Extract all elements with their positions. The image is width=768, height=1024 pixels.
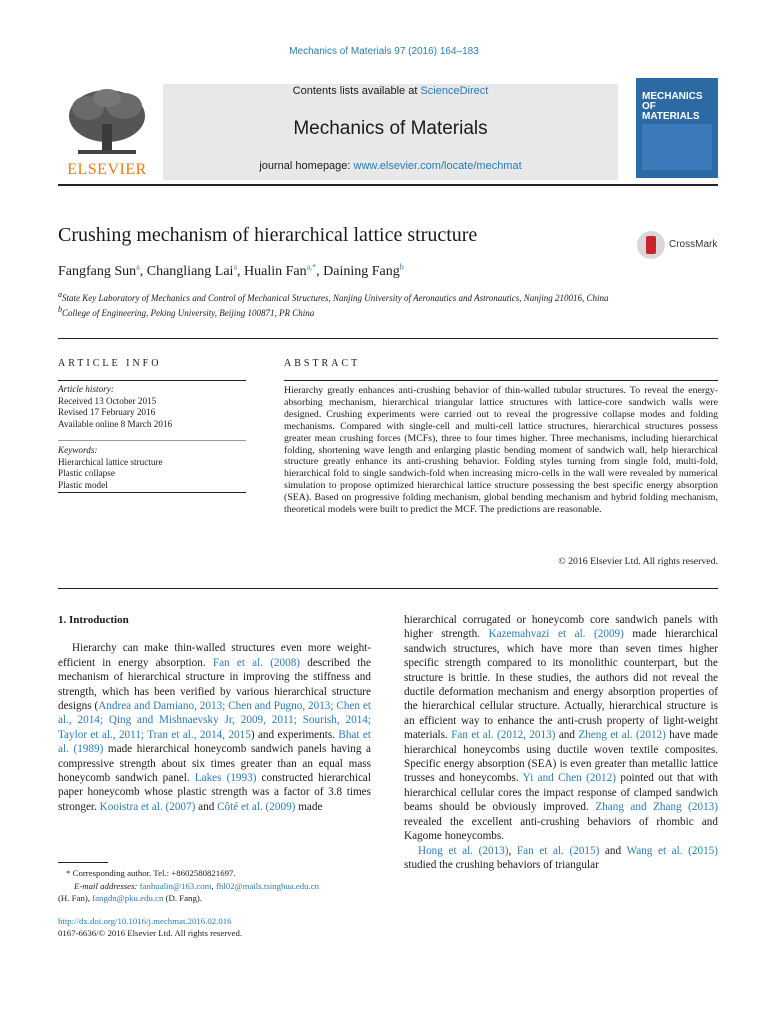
- divider: [284, 380, 718, 381]
- citation-link[interactable]: Fan et al. (2008): [212, 656, 301, 669]
- doi-block: [58, 915, 371, 939]
- journal-name: Mechanics of Materials: [293, 118, 488, 139]
- cover-panel: [642, 124, 712, 170]
- email-link[interactable]: fangdn@pku.edu.cn: [92, 893, 164, 903]
- issn-line: 0167-6636/© 2016 Elsevier Ltd. All rights reserved.: [58, 928, 243, 938]
- body-text: pointed out that with hierarchical cellular cores the impact response of clamped sandwich beams should be obviously improved.: [404, 772, 718, 814]
- body-text: made hierarchical sandwich structures, which have more than seven times higher specific strength compared to its monolithic counterpart, but the structure is brittle. In these studies, the authors did not reveal the ductile deformation mechanism and energy absorption properties of the hierarchical cellular structure. Actually, hierarchical structure is an efficient way to enhance the anti-crush property of light-weight materials.: [404, 628, 718, 742]
- keyword: Hierarchical lattice structure: [58, 456, 163, 467]
- keywords: [58, 445, 246, 491]
- email-line: (H. Fan), fangdn@pku.edu.cn (D. Fang).: [58, 893, 202, 903]
- abstract-heading: ABSTRACT: [284, 358, 361, 369]
- cover-title-line: OF: [642, 101, 656, 112]
- cover-title: [642, 92, 703, 122]
- paragraph: [404, 613, 718, 844]
- sciencedirect-link[interactable]: ScienceDirect: [420, 85, 489, 97]
- author: Changliang Lai$^a$,: [146, 262, 244, 279]
- email-link[interactable]: fanhualin@163.com: [139, 880, 212, 891]
- body-text: and: [555, 729, 579, 742]
- doi-link[interactable]: http://dx.doi.org/10.1016/j.mechmat.2016.02.016: [58, 916, 232, 926]
- author: Hualin Fan$^{a,*}$,: [244, 262, 324, 279]
- history-item: Revised 17 February 2016: [58, 407, 156, 417]
- body-text: ,: [508, 844, 517, 857]
- affiliation: $^a$State Key Laboratory of Mechanics and Control of Mechanical Structures, Nanjing University of Aeronautics and Astronautics, Nanjing 210016, China: [58, 290, 609, 303]
- body-text: hierarchical corrugated or honeycomb core sandwich panels with higher strength.: [404, 614, 718, 641]
- divider: [58, 338, 718, 339]
- footnotes: [58, 867, 371, 905]
- email-line: E-mail addresses: fanhualin@163.com, fhl02@mails.tsinghua.edu.cn: [74, 880, 320, 891]
- body-text: revealed the excellent anti-crushing behaviors of rhombic and Kagome honeycombs.: [404, 815, 718, 843]
- divider: [58, 440, 246, 441]
- citation-link[interactable]: Lakes (1993): [194, 772, 257, 785]
- citation-link[interactable]: Wang et al. (2015): [626, 844, 718, 857]
- email-label: E-mail addresses:: [74, 880, 138, 891]
- abstract-copyright: © 2016 Elsevier Ltd. All rights reserved.: [558, 556, 718, 567]
- journal-citation[interactable]: Mechanics of Materials 97 (2016) 164–183: [289, 46, 479, 57]
- citation-link[interactable]: Zhang and Zhang (2013): [595, 801, 718, 814]
- citation-link[interactable]: Fan et al. (2012, 2013): [451, 729, 556, 742]
- body-text: made hierarchical honeycomb sandwich panels having a compressive strength about six times greater than an equal mass honeycomb sandwich panel.: [58, 743, 371, 785]
- homepage-link[interactable]: www.elsevier.com/locate/mechmat: [353, 160, 522, 172]
- paragraph: [404, 844, 718, 873]
- cover-title-line: MECHANICS: [642, 91, 703, 102]
- article-history: [58, 384, 246, 430]
- divider: [58, 588, 718, 589]
- article-title: Crushing mechanism of hierarchical lattice structure: [58, 224, 478, 246]
- body-text: and: [599, 844, 627, 857]
- citation-link[interactable]: Kooistra et al. (2007): [99, 800, 196, 813]
- citation-link[interactable]: Côté et al. (2009): [217, 800, 296, 813]
- header-divider: [58, 184, 718, 186]
- citation-link[interactable]: Kazemahvazi et al. (2009): [488, 628, 624, 641]
- divider: [58, 492, 246, 493]
- contents-prefix: Contents lists available at: [292, 85, 418, 97]
- author-list: [58, 262, 404, 280]
- crossmark-bookmark-icon: [646, 236, 656, 254]
- citation-link[interactable]: Andrea and Damiano, 2013; Chen and Pugno, 2013; Chen et al., 2014; Qing and Mishnaevsky Jr, 2009, 2011; Sourish, 2014; Taylor et al., 2011; Tran et al., 2014, 2015: [58, 700, 372, 741]
- email-link[interactable]: fhl02@mails.tsinghua.edu.cn: [215, 880, 320, 891]
- section-heading: 1. Introduction: [58, 614, 129, 626]
- journal-cover-image: [636, 78, 718, 178]
- abstract-text: Hierarchy greatly enhances anti-crushing behavior of thin-walled tubular structures. To reveal the energy-absorbing mechanism, hierarchical triangular lattice structures with lattice-core sandwich walls were designed. Crushing experiments were carried out to reveal the progressive collapse modes and folding mechanisms. Compared with single-cell and multi-cell lattice structures, hierarchical structures possess greater mean crushing forces (MCFs), three to four times higher. Three mechanisms, including hierarchical folding, shortening wave length and enlarging plastic bending moment of sandwich wall, help hierarchical structure greatly enhance its anti-crushing behavior. Folding styles turning from single fold, multi-fold, hierarchical fold to single sandwich-fold when increasing micro-cells in the wall were revealed by numerical simulation to propose optimized hierarchical lattice structure possessing the best specific energy absorption (SEA). Based on progressive folding mechanism, global bending mechanism and hybrid folding mechanism, theoretical models were built to predict the MCF. The predictions are reasonable.: [284, 385, 718, 516]
- divider: [58, 380, 246, 381]
- elsevier-wordmark: ELSEVIER: [67, 161, 147, 178]
- author: Fangfang Sun$^a$,: [58, 262, 147, 279]
- body-text: Hierarchy can make thin-walled structures even more weight-efficient in energy absorption.: [58, 642, 371, 669]
- body-text: made: [295, 800, 323, 813]
- author: Daining Fang$^b$: [323, 262, 404, 279]
- contents-line: [163, 85, 618, 97]
- body-text: constructed hierarchical paper honeycomb whose plastic strength was a factor of 3.8 times stronger.: [58, 772, 371, 813]
- homepage-line: [163, 160, 618, 172]
- citation-link[interactable]: Bhat et al. (1989): [58, 728, 371, 756]
- footnote-divider: [58, 862, 108, 863]
- body-text: ) and experiments.: [250, 728, 339, 741]
- keyword: Plastic collapse: [58, 468, 115, 478]
- homepage-prefix: journal homepage:: [259, 160, 351, 172]
- body-text: and: [195, 800, 218, 813]
- crossmark-label: CrossMark: [669, 239, 718, 250]
- paragraph: [58, 641, 371, 814]
- body-text: described the mechanism of hierarchical structure in improving the stiffness and strength, which has been verified by various hierarchical structure designs (: [58, 656, 371, 713]
- history-label: Article history:: [58, 384, 114, 394]
- keywords-label: Keywords:: [58, 445, 98, 455]
- crossmark-badge[interactable]: [637, 231, 717, 261]
- corresponding-author-note: * Corresponding author. Tel.: +8602580821697.: [66, 868, 236, 878]
- citation-link[interactable]: Zheng et al. (2012): [578, 729, 666, 742]
- body-text: have made hierarchical honeycombs using ductile woven textile composites. Specific energy absorption (SEA) is even greater than metallic lattice trusses and honeycombs.: [404, 729, 718, 785]
- body-column-left: [58, 613, 371, 814]
- keyword: Plastic model: [58, 479, 108, 490]
- body-text: studied the crushing behaviors of triangular: [404, 858, 599, 871]
- affiliations: [58, 289, 618, 319]
- citation-link[interactable]: Hong et al. (2013): [418, 844, 509, 857]
- citation-link[interactable]: Fan et al. (2015): [516, 844, 600, 857]
- history-item: Received 13 October 2015: [58, 395, 157, 406]
- body-column-right: [404, 613, 718, 872]
- article-info-heading: ARTICLE INFO: [58, 358, 162, 369]
- affiliation: $^b$College of Engineering, Peking University, Beijing 100871, PR China: [58, 305, 315, 318]
- cover-title-line: MATERIALS: [642, 111, 700, 122]
- citation-link[interactable]: Yi and Chen (2012): [522, 772, 616, 785]
- history-item: Available online 8 March 2016: [58, 418, 173, 429]
